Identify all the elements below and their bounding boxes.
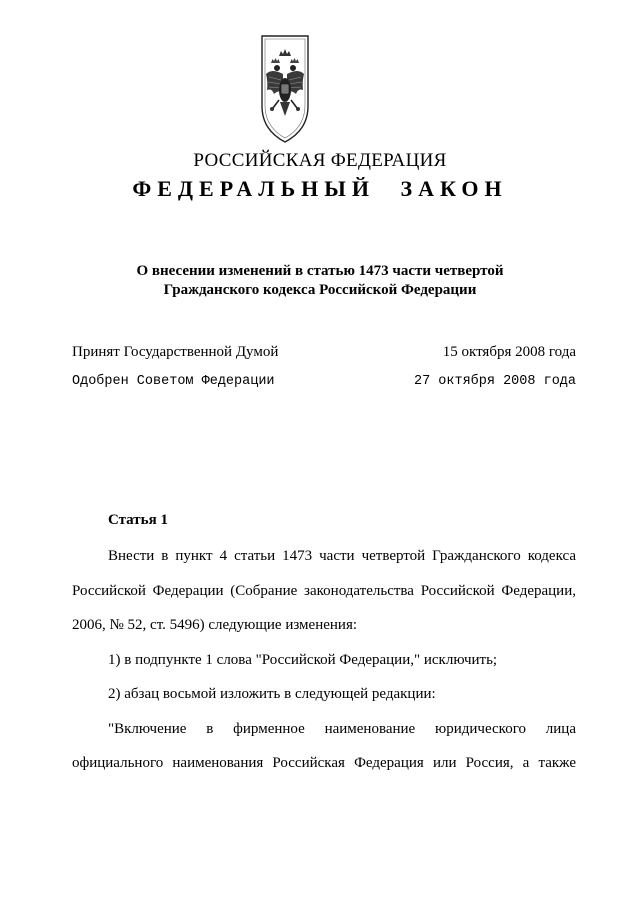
duma-adoption-label: Принят Государственной Думой [72,344,279,360]
article-body [72,539,576,781]
body-line: Российской Федерации (Собрание законодательства Российской Федерации, [72,582,576,599]
body-line: 1) в подпункте 1 слова "Российской Федерации," исключить; [108,651,498,668]
adoption-council-row [72,374,576,389]
council-approval-label: Одобрен Советом Федерации [72,374,275,389]
body-line: 2006, № 52, ст. 5496) следующие изменения: [72,617,358,633]
law-title [0,262,640,300]
council-approval-date: 27 октября 2008 года [413,374,576,389]
adoption-duma-row [72,344,576,361]
body-line: Внести в пункт 4 статьи 1473 части четвертой Гражданского кодекса [108,548,576,564]
country-name: РОССИЙСКАЯ ФЕДЕРАЦИЯ [193,150,447,171]
body-line: "Включение в фирменное наименование юридического лица [108,720,576,737]
body-line: официального наименования Российская Федерация или Россия, а также [72,755,576,771]
duma-adoption-date: 15 октября 2008 года [442,344,576,360]
law-title-line: Гражданского кодекса Российской Федерации [163,282,477,298]
russian-coat-of-arms-icon [256,30,314,148]
body-line: 2) абзац восьмой изложить в следующей редакции: [108,686,436,702]
law-title-line: О внесении изменений в статью 1473 части четвертой [136,263,504,279]
article-heading: Статья 1 [108,512,168,528]
law-type-heading: ФЕДЕРАЛЬНЫЙ ЗАКОН [132,176,508,201]
